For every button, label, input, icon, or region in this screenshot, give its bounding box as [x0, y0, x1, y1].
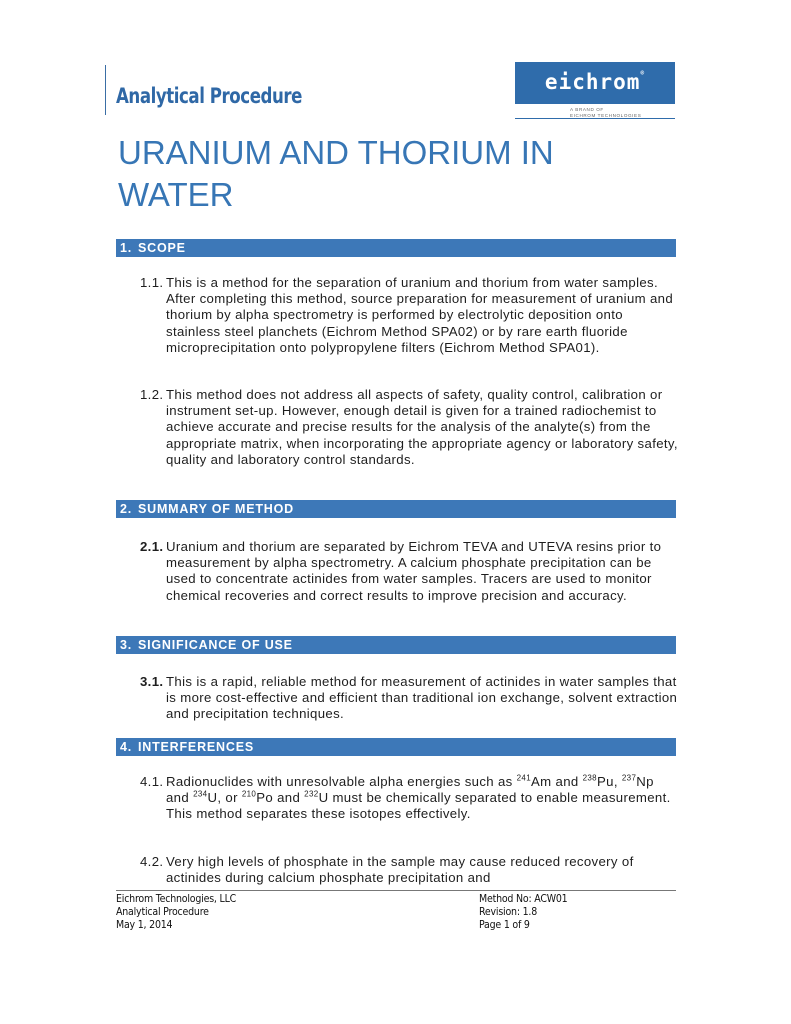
logo-wordmark [515, 70, 675, 94]
section-label: SIGNIFICANCE OF USE [138, 638, 293, 652]
mass-number: 232 [304, 789, 319, 799]
footer-left [116, 893, 236, 932]
footer-doc-type: Analytical Procedure [116, 906, 209, 918]
footer-revision: Revision: 1.8 [479, 906, 538, 918]
mass-number: 241 [516, 773, 532, 783]
section-header-summary [116, 500, 676, 518]
text-run: U, or [207, 790, 242, 806]
section-label: SCOPE [138, 241, 186, 255]
eichrom-logo [515, 62, 675, 104]
text-run: Radionuclides with unresolvable alpha energies such as [166, 774, 517, 789]
brand-tagline [570, 107, 641, 118]
header-rule [105, 65, 106, 115]
footer-right [479, 893, 568, 932]
paragraph-number: 1.2. [140, 387, 164, 402]
paragraph-number: 1.1. [140, 275, 164, 290]
mass-number: 234 [193, 789, 208, 799]
paragraph-text: Very high levels of phosphate in the sample may cause reduced recovery of actinides during calcium phosphate precipitation and [166, 854, 634, 886]
section-header-scope [116, 239, 676, 257]
section-header-significance [116, 636, 676, 654]
paragraph-2-1 [140, 539, 678, 604]
text-run: U must be chemically separated to enable measurement. This method separates these isotopes effectively. [166, 790, 671, 822]
brand-line-2: EICHROM TECHNOLOGIES [570, 112, 642, 118]
paragraph-text: This is a method for the separation of uranium and thorium from water samples. After completing this method, source preparation for measurement of uranium and thorium by alpha spectrometry is performed by electrolytic deposition onto stainless steel planchets (Eichrom Method SPA02) or by rare earth fluoride microprecipitation onto polypropylene filters (Eichrom Method SPA01). [166, 275, 674, 355]
footer-rule [116, 890, 676, 891]
text-run: Po and [256, 790, 305, 806]
paragraph-text: Uranium and thorium are separated by Eichrom TEVA and UTEVA resins prior to measurement by alpha spectrometry. A calcium phosphate precipitation can be used to concentrate actinides from water samples. Tracers are used to monitor chemical recoveries and correct results to improve precision and accuracy. [166, 539, 662, 603]
paragraph-number: 4.2. [140, 854, 164, 869]
logo-underline [515, 118, 675, 119]
text-run: Am and [531, 774, 583, 789]
paragraph-1-2 [140, 387, 678, 468]
paragraph-number: 3.1. [140, 674, 164, 689]
section-label: INTERFERENCES [138, 740, 254, 754]
paragraph-4-1 [140, 774, 678, 823]
logo-text: eichrom [544, 70, 641, 94]
text-run: Pu, [596, 774, 622, 789]
footer-page-number: Page 1 of 9 [479, 919, 530, 931]
section-label: SUMMARY OF METHOD [138, 502, 294, 516]
header-title: Analytical Procedure [116, 84, 303, 108]
paragraph-number: 2.1. [140, 539, 164, 554]
section-header-interferences [116, 738, 676, 756]
footer-method-number: Method No: ACW01 [479, 893, 568, 905]
mass-number: 237 [621, 773, 637, 783]
text-run: Np and [166, 774, 654, 806]
paragraph-number: 4.1. [140, 774, 164, 789]
mass-number: 238 [582, 773, 597, 783]
section-number: 1. [120, 241, 133, 255]
paragraph-4-2 [140, 854, 678, 886]
paragraph-1-1 [140, 275, 678, 356]
paragraph-text: This is a rapid, reliable method for measurement of actinides in water samples that is more cost-effective and efficient than traditional ion exchange, solvent extraction and precipitation techniques. [166, 674, 678, 722]
footer-date: May 1, 2014 [116, 919, 173, 931]
brand-line-1: A BRAND OF [570, 107, 604, 112]
logo-registered-mark: ® [640, 70, 646, 77]
paragraph-3-1 [140, 674, 678, 723]
section-number: 3. [120, 638, 133, 652]
footer-company: Eichrom Technologies, LLC [116, 893, 237, 905]
section-number: 2. [120, 502, 133, 516]
document-title: URANIUM AND THORIUM IN WATER [118, 134, 554, 213]
section-number: 4. [120, 740, 133, 754]
mass-number: 210 [241, 789, 257, 799]
paragraph-text [166, 774, 678, 823]
paragraph-text: This method does not address all aspects of safety, quality control, calibration or instrument set-up. However, enough detail is given for a trained radiochemist to achieve accurate and precise results for the analysis of the analyte(s) from the appropriate matrix, when incorporating the appropriate agency or laboratory safety, quality and laboratory control standards. [166, 387, 678, 467]
